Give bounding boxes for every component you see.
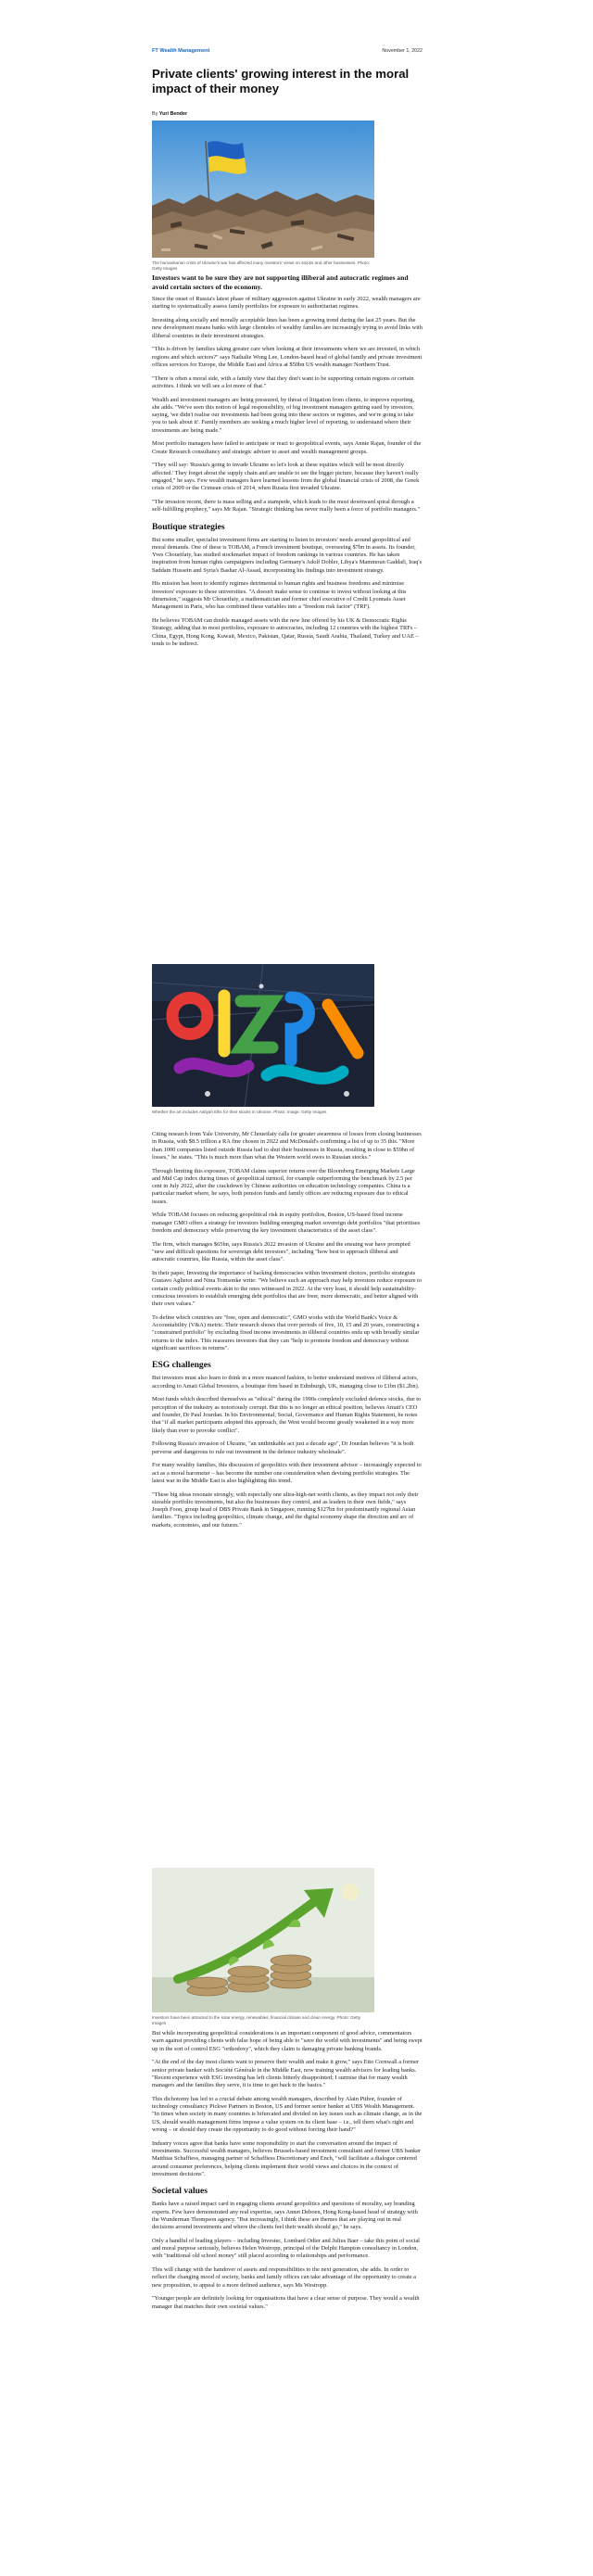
section-heading: ESG challenges [152, 1360, 211, 1371]
figure-3 [152, 1868, 374, 2026]
article-body-2 [152, 1131, 423, 1535]
article-body-1 [152, 273, 423, 654]
paragraph: But some smaller, specialist investment firms are starting to listen to investors' needs around geopolitical and moral demands. One of these is TOBAM, a French investment boutique, overseeing $7bn in assets. Its founder, Yves Choueifaty, has studied stockmarket impact of freedom rankings in various countries. He has taken inspiration from human rights campaigners including Germany's Adolf Dobler, Libya's Mammoun Gaddafi, Iraq's Saddam Hussein and Syria's Bashar Al-Assad, incorporating his findings into investment strategy. [152, 536, 423, 574]
paragraph: In their paper, Investing the importance of backing democracies within investment choices, portfolio strategists Gustavo Aglietot and Nina Tomsonke write: "We believe such an approach may help investors reduce exposure to certain costly political events akin to the ones witnessed in 2022. At the very least, it should help sustainability-conscious investors to establish emerging debt portfolios that are freer, more democratic, and better aligned with their own values." [152, 1270, 423, 1308]
paragraph: "They will say: 'Russia's going to invade Ukraine so let's look at these equities which will be most directly affected.' They forget about the supply chain and are unable to see the bigger picture, because they haven't really engaged," he says. Few wealth managers have learned lessons from the global financial crisis of 2008, the Greek crisis of 2009 or the Crimean crisis of 2014, when Russia first invaded Ukraine. [152, 462, 420, 492]
lead-paragraph: Investors want to be sure they are not supporting illiberal and autocratic regimes and avoid certain sectors of the economy. [152, 273, 409, 291]
letters-photo-illustration [152, 964, 374, 1107]
paragraph: His mission has been to identify regimes detrimental to human rights and business freedoms and minimise investors' exposure to these universities. "A doesn't make sense to continue to invest without looking at this dimension," suggests Mr Choueifaty, a mathematician and former chief executive of Credit Lyonnais Asset Management in Paris, who has combined these variables into a "freedom risk factor" (TRF). [152, 580, 407, 611]
section-heading: Societal values [152, 2186, 208, 2197]
paragraph: But while incorporating geopolitical considerations is an important component of good advice, commentators warn against providing clients with false hope of being able to "save the world with investments" and being swept up in the sort of control ESG "orthodoxy", which they claim is damaging private banking brands. [152, 2030, 423, 2052]
paragraph: Investing along socially and morally acceptable lines has been a growing trend during the last 25 years. But the new development means banks with large clienteles of wealthy families are increasingly trying to avoid links with illiberal countries in their investment strategies. [152, 316, 423, 339]
article-title: Private clients' growing interest in the moral impact of their money [152, 67, 410, 95]
paragraph: The firm, which manages $65bn, says Russia's 2022 invasion of Ukraine and the ensuing war have prompted "new and difficult questions for sovereign debt investors", including "how best to approach illiberal and autocratic countries, like Russia, within the asset class". [152, 1240, 410, 1263]
arrow-photo-illustration [152, 1868, 374, 2012]
paragraph: Since the onset of Russia's latest phase of military aggression against Ukraine in early 2022, wealth managers are starting to systematically assess family portfolios for exposure to authoritarian regimes. [152, 296, 421, 311]
paragraph: "The invasion recent, there is mass selling and a stampede, which leads to the most downward spiral through a self-fulfilling prophecy," says Mr Rajan. "Strategic thinking has never really been a force of portfolio managers." [152, 498, 421, 514]
article-header [152, 48, 423, 59]
arrow-photo [152, 1868, 374, 2012]
paragraph: Most funds which described themselves as "ethical" during the 1990s completely excluded defence stocks, due to perception of the industry as notoriously corrupt. But this is no longer an ethical position, believes Amati's CEO and founder, Dr Paul Jourdan. In his Environmental, Social, Governance and Human Rights Statement, he notes that "if all market participants adopted this approach, the West would become greatly weakened in a way more likely than ever to provoke conflict". [152, 1396, 422, 1434]
flag-photo [152, 121, 374, 258]
paragraph: Following Russia's invasion of Ukraine, "an unthinkable act just a decade ago", Dr Jourdan believes "it is both perverse and dangerous to rule out investment in the defence industry wholesale". [152, 1440, 414, 1455]
paragraph: "Younger people are definitely looking for organisations that have a clear sense of purpose. They would a wealth manager that matches their own societal values." [152, 2295, 420, 2310]
figure-caption: Whether the art includes Aaliyah Ellis for their stocks in Ukraine. Photo: Image: Getty Images [152, 1110, 327, 1114]
paragraph: For many wealthy families, this discussion of geopolitics with their investment advisor – increasingly expected to act as a moral barometer – has become the number one consideration when devising portfolio strategies. The latest war in the Middle East is also highlighting this trend. [152, 1462, 422, 1484]
paragraph: "These big ideas resonate strongly, with especially one ultra-high-net worth clients, as they impact not only their sizeable portfolio investments, but also the businesses they control, and as leaders in their own fields," says Joseph Foon, group head of DBS Private Bank in Singapore, running $127bn for predominantly regional Asian families. "Topics including geopolitics, climate change, and the digital economy shape the direction and arc of markets, economies, and our futures." [152, 1491, 419, 1529]
paragraph: Banks have a raised impact card in engaging clients around geopolitics and questions of morality, say branding experts. Few have demonstrated any real expertise, says Annet Deboen, Hong Kong-based head of strategy with the Wunderman Thompson agency. "But increasingly, I think these are themes that are playing out in real decisions around investments and where the clients feel their wealth should go," he says. [152, 2201, 418, 2231]
paragraph: He believes TOBAM can double managed assets with the new line offered by his UK & Democratic Rights Strategy, adding that in most portfolios, exposure to autocracies, including 12 countries with the highest TRFs – China, Egypt, Hong Kong, Kuwait, Mexico, Pakistan, Qatar, Russia, Saudi Arabia, Thailand, Turkey and UAE – tends to be indirect. [152, 617, 419, 647]
paragraph: "There is often a moral side, with a family view that they don't want to be supporting certain regions or certain activities. I think we will see a lot more of that." [152, 374, 414, 389]
paragraph: "At the end of the day most clients want to preserve their wealth and make it grow," says Etto Cornwall a former senior private banker with Société Générale in the Middle East, now training wealth advisors for leading banks. "Recent experience with ESG investing has left clients bitterly disappointed; I surmise that for many wealth managers and the families they serve, it is time to get back to the basics." [152, 2059, 420, 2089]
paragraph: Industry voices agree that banks have some responsibility to start the conversation around the impact of investments. Successful wealth managers, believes Brussels-based investment consultant and former UBS banker Matthias Schaffiess, managing partner of Schaffiess Discretionary and Ench, "will facilitate a dialogue centered around consumer preferences, helping clients implement their world views and choices in the context of investment decisions". [152, 2139, 422, 2177]
article-body-3 [152, 2030, 423, 2316]
author-name: Yuri Bender [158, 111, 188, 117]
byline [152, 111, 187, 117]
paragraph: While TOBAM focuses on reducing geopolitical risk in equity portfolios, Boston, US-based fixed income manager GMO offers a strategy for investors building emerging market sovereign debt portfolios "that prioritises freedom and democracy while preserving the key investment characteristics of the asset class". [152, 1212, 421, 1235]
figure-caption: The humanitarian crisis of Ukraine's war has affected many investors' views on stocks and other businesses. Photo: Getty Images [152, 260, 371, 271]
figure-2 [152, 964, 374, 1115]
paragraph: This will change with the handover of assets and responsibilities to the next generation, she adds. In order to reflect the changing mood of society, banks and family offices can take advantage of the opportunity to create a new proposition, to appeal to a more defined audience, says Ms Westropp. [152, 2266, 416, 2289]
section-link[interactable]: FT Wealth Management [152, 48, 210, 54]
paragraph: Through limiting this exposure, TOBAM claims superior returns over the Bloomberg Emerging Markets Large and Mid Cap index during times of geopolitical turmoil, for example outperforming the benchmark by 2.5 per cent in July 2022, after the crackdown by Chinese authorities on education technology companies. China is a particular market where, he says, both pension funds and family offices are reducing exposure due to ethical issues. [152, 1167, 415, 1205]
letters-photo [152, 964, 374, 1107]
paragraph: But investors must also learn to think in a more nuanced fashion, to better understand motives of illiberal actors, according to Amati Global Investors, a boutique firm based in Edinburgh, UK, managing close to £1bn ($1.2bn). [152, 1375, 420, 1390]
figure-caption: Investors have been attracted to the solar energy, renewables, financial climate and clean energy. Photo: Getty Images [152, 2015, 361, 2025]
paragraph: This dichotomy has led to a crucial debate among wealth managers, described by Alain Pithor, founder of technology consultancy Pickwe Partners in Boston, US and former senior banker at UBS Wealth Management. "In times when society in many countries is bifurcated and divided on key issues such as climate change, as in the US, should wealth management firms impose a value system on its client base – i.e., tell them what's right and wrong – or should they create the opportunity to do good without forcing their hand?" [152, 2095, 423, 2134]
byline-prefix: By [152, 111, 158, 117]
paragraph: Citing research from Yale University, Mr Choueifaty calls for greater awareness of losses from closing businesses in Russia, with $8.5 trillion a RA fine chosen in 2022 and McDonald's confirming a list of up to 35 this. "More than 1000 companies listed outside Russia had to shut their businesses in Russia, resulting in close to $59bn of losses," he states. "This is much more than what the Western world owes to Russian stocks." [152, 1131, 422, 1161]
paragraph: Wealth and investment managers are being pressured, by threat of litigation from clients, to improve reporting, she adds. "We've seen this notion of legal responsibility, of big investment managers getting sued by investors, saying, 'we didn't realise our investments had been going into these sectors or regimes, and we're going to take you to task about it'. Family members are seeking a much higher level of reporting, to understand where their investments are being made." [152, 396, 415, 434]
flag-photo-illustration [152, 121, 374, 258]
figure-1 [152, 121, 374, 272]
paragraph: To define which countries are "free, open and democratic", GMO works with the World Bank's Voice & Accountability (V&A) metric. Their research shows that over periods of five, 10, 15 and 20 years, constructing a "constrained portfolio" by excluding fixed income investments in illiberal countries ends up with broadly similar returns to the index. This reassures investors that they can "help to promote freedom and democracy without significant sacrifices in returns". [152, 1313, 420, 1352]
paragraph: Only a handful of leading players – including Investec, Lombard Odier and Julius Baer – take this point of social and moral purpose seriously, believes Helen Westropp, principal of the Delphi Hampton consultancy in London, with "traditional old school money" still placed according to relationships and performance. [152, 2237, 420, 2260]
paragraph: "This is driven by families taking greater care when looking at their investments where we are invested, in which regions and which sectors?" says Nathalie Wong Lee, London-based head of global family and private investment offices services for Europe, the Middle East and Africa at $50bn US wealth manager Northern Trust. [152, 346, 423, 368]
publish-date: November 1, 2022 [382, 48, 423, 54]
section-heading: Boutique strategies [152, 521, 225, 532]
paragraph: Most portfolio managers have failed to anticipate or react to geopolitical events, says Annie Rajan, founder of the Create Research consultancy and strategic adviser to asset and wealth management groups. [152, 440, 422, 455]
